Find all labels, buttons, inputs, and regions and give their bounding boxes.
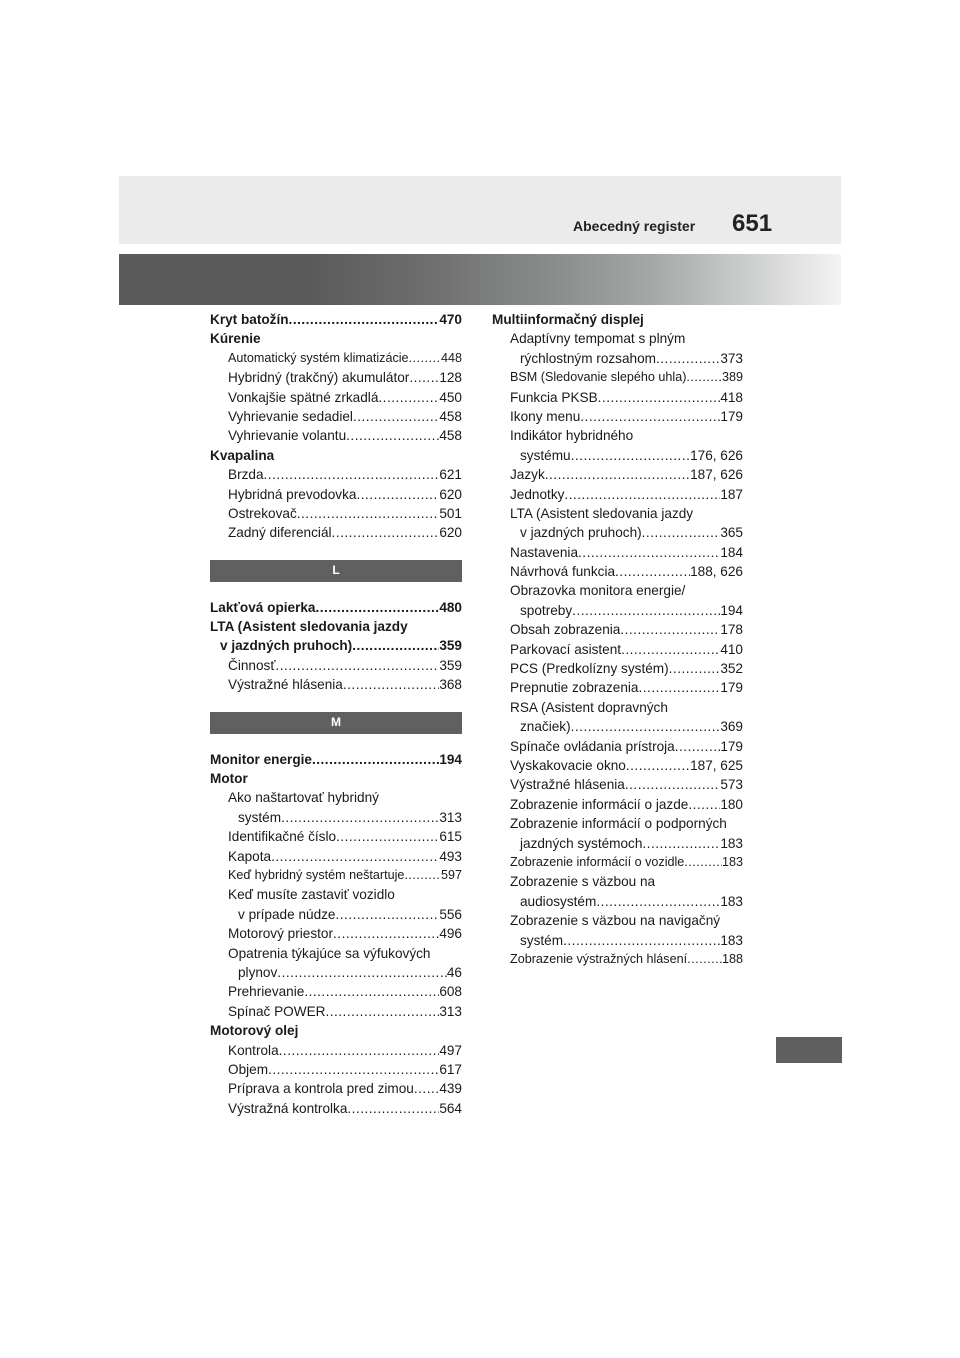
index-subentry-line: Zobrazenie s väzbou na navigačný <box>510 913 721 929</box>
index-heading: Multiinformačný displej <box>492 312 644 327</box>
letter-divider-m: M <box>210 712 462 734</box>
index-subentry-line: Zobrazenie informácií o podporných <box>510 816 727 832</box>
index-subentry: Objem ..... 617 <box>210 1060 462 1079</box>
index-subentry: Funkcia PKSB ..... 418 <box>492 388 743 407</box>
index-subentry: Hybridný (trakčný) akumulátor ..... 128 <box>210 368 462 387</box>
index-subentry-line: Ako naštartovať hybridný <box>228 790 379 806</box>
page-number: 651 <box>732 210 773 237</box>
index-column-left <box>210 310 462 1118</box>
index-subentry: Spínače ovládania prístroja ..... 179 <box>492 737 743 756</box>
index-subentry: Výstražné hlásenia ..... 573 <box>492 775 743 794</box>
index-subentry-line: RSA (Asistent dopravných <box>510 699 668 715</box>
index-subentry-line: Indikátor hybridného <box>510 428 634 444</box>
index-subentry-line: LTA (Asistent sledovania jazdy <box>510 505 694 521</box>
index-heading: Kúrenie <box>210 331 261 347</box>
index-subentry: Brzda ..... 621 <box>210 465 462 484</box>
index-heading: Motor <box>210 771 248 787</box>
index-heading: Kvapalina <box>210 447 275 463</box>
index-subentry-continuation: v jazdných pruhoch) ..... 365 <box>492 523 743 542</box>
index-subentry: Výstražná kontrolka ..... 564 <box>210 1099 462 1118</box>
index-subentry: Jazyk ..... 187, 626 <box>492 465 743 484</box>
index-subentry: PCS (Predkolízny systém) ..... 352 <box>492 659 743 678</box>
index-subentry: Zobrazenie informácií o vozidle ..... 183 <box>492 853 743 872</box>
index-subentry: Keď hybridný systém neštartuje ..... 597 <box>210 866 462 885</box>
index-column-right <box>492 310 743 969</box>
thumb-index-tab <box>776 1037 842 1063</box>
index-subentry: Vyhrievanie volantu ..... 458 <box>210 426 462 445</box>
index-subentry-continuation: rýchlostným rozsahom ..... 373 <box>492 349 743 368</box>
index-subentry: BSM (Sledovanie slepého uhla) ..... 389 <box>492 368 743 387</box>
index-subentry: Motorový priestor ..... 496 <box>210 924 462 943</box>
index-subentry: Prepnutie zobrazenia ..... 179 <box>492 678 743 697</box>
index-entry-line: LTA (Asistent sledovania jazdy <box>210 619 408 635</box>
index-subentry: Činnosť ..... 359 <box>210 656 462 675</box>
index-subentry-continuation: systém ..... 183 <box>492 931 743 950</box>
index-subentry-continuation: značiek) ..... 369 <box>492 717 743 736</box>
gradient-bar <box>119 254 841 305</box>
index-subentry-continuation: audiosystém ..... 183 <box>492 892 743 911</box>
index-subentry: Príprava a kontrola pred zimou ..... 439 <box>210 1079 462 1098</box>
index-subentry: Vonkajšie spätné zrkadlá ..... 450 <box>210 388 462 407</box>
index-subentry: Automatický systém klimatizácie ..... 448 <box>210 349 462 368</box>
index-subentry: Nastavenia ..... 184 <box>492 543 743 562</box>
index-subentry-line: Adaptívny tempomat s plným <box>510 331 686 347</box>
index-entry: Kryt batožín ..... 470 <box>210 310 462 329</box>
index-heading: Motorový olej <box>210 1023 299 1039</box>
index-subentry-line: Zobrazenie s väzbou na <box>510 874 656 890</box>
index-subentry-line: Obrazovka monitora energie/ <box>510 583 686 599</box>
index-subentry: Hybridná prevodovka ..... 620 <box>210 485 462 504</box>
index-entry-continuation: v jazdných pruhoch) ..... 359 <box>210 636 462 655</box>
index-entry: Monitor energie ..... 194 <box>210 750 462 769</box>
index-subentry: Spínač POWER ..... 313 <box>210 1002 462 1021</box>
index-subentry: Zobrazenie výstražných hlásení ..... 188 <box>492 950 743 969</box>
index-subentry: Kapota ..... 493 <box>210 847 462 866</box>
index-subentry: Výstražné hlásenia ..... 368 <box>210 675 462 694</box>
index-subentry-continuation: systém ..... 313 <box>210 808 462 827</box>
index-subentry: Identifikačné číslo ..... 615 <box>210 827 462 846</box>
section-title: Abecedný register <box>573 218 696 234</box>
index-subentry: Vyskakovacie okno ..... 187, 625 <box>492 756 743 775</box>
index-subentry: Zobrazenie informácií o jazde ..... 180 <box>492 795 743 814</box>
index-subentry: Jednotky ..... 187 <box>492 485 743 504</box>
index-subentry: Ostrekovač ..... 501 <box>210 504 462 523</box>
index-subentry-line: Opatrenia týkajúce sa výfukových <box>228 945 431 961</box>
index-subentry: Zadný diferenciál ..... 620 <box>210 523 462 542</box>
index-subentry: Parkovací asistent ..... 410 <box>492 640 743 659</box>
index-subentry: Vyhrievanie sedadiel ..... 458 <box>210 407 462 426</box>
index-subentry-line: Keď musíte zastaviť vozidlo <box>228 887 395 903</box>
index-subentry: Návrhová funkcia ..... 188, 626 <box>492 562 743 581</box>
index-subentry-continuation: spotreby ..... 194 <box>492 601 743 620</box>
index-subentry: Obsah zobrazenia ..... 178 <box>492 620 743 639</box>
index-subentry-continuation: systému ..... 176, 626 <box>492 446 743 465</box>
index-subentry: Kontrola ..... 497 <box>210 1041 462 1060</box>
letter-divider-l: L <box>210 560 462 582</box>
index-subentry: Prehrievanie ..... 608 <box>210 982 462 1001</box>
index-subentry-continuation: v prípade núdze ..... 556 <box>210 905 462 924</box>
index-entry: Lakťová opierka ..... 480 <box>210 598 462 617</box>
index-subentry-continuation: plynov ..... 46 <box>210 963 462 982</box>
index-subentry: Ikony menu ..... 179 <box>492 407 743 426</box>
index-subentry-continuation: jazdných systémoch ..... 183 <box>492 834 743 853</box>
